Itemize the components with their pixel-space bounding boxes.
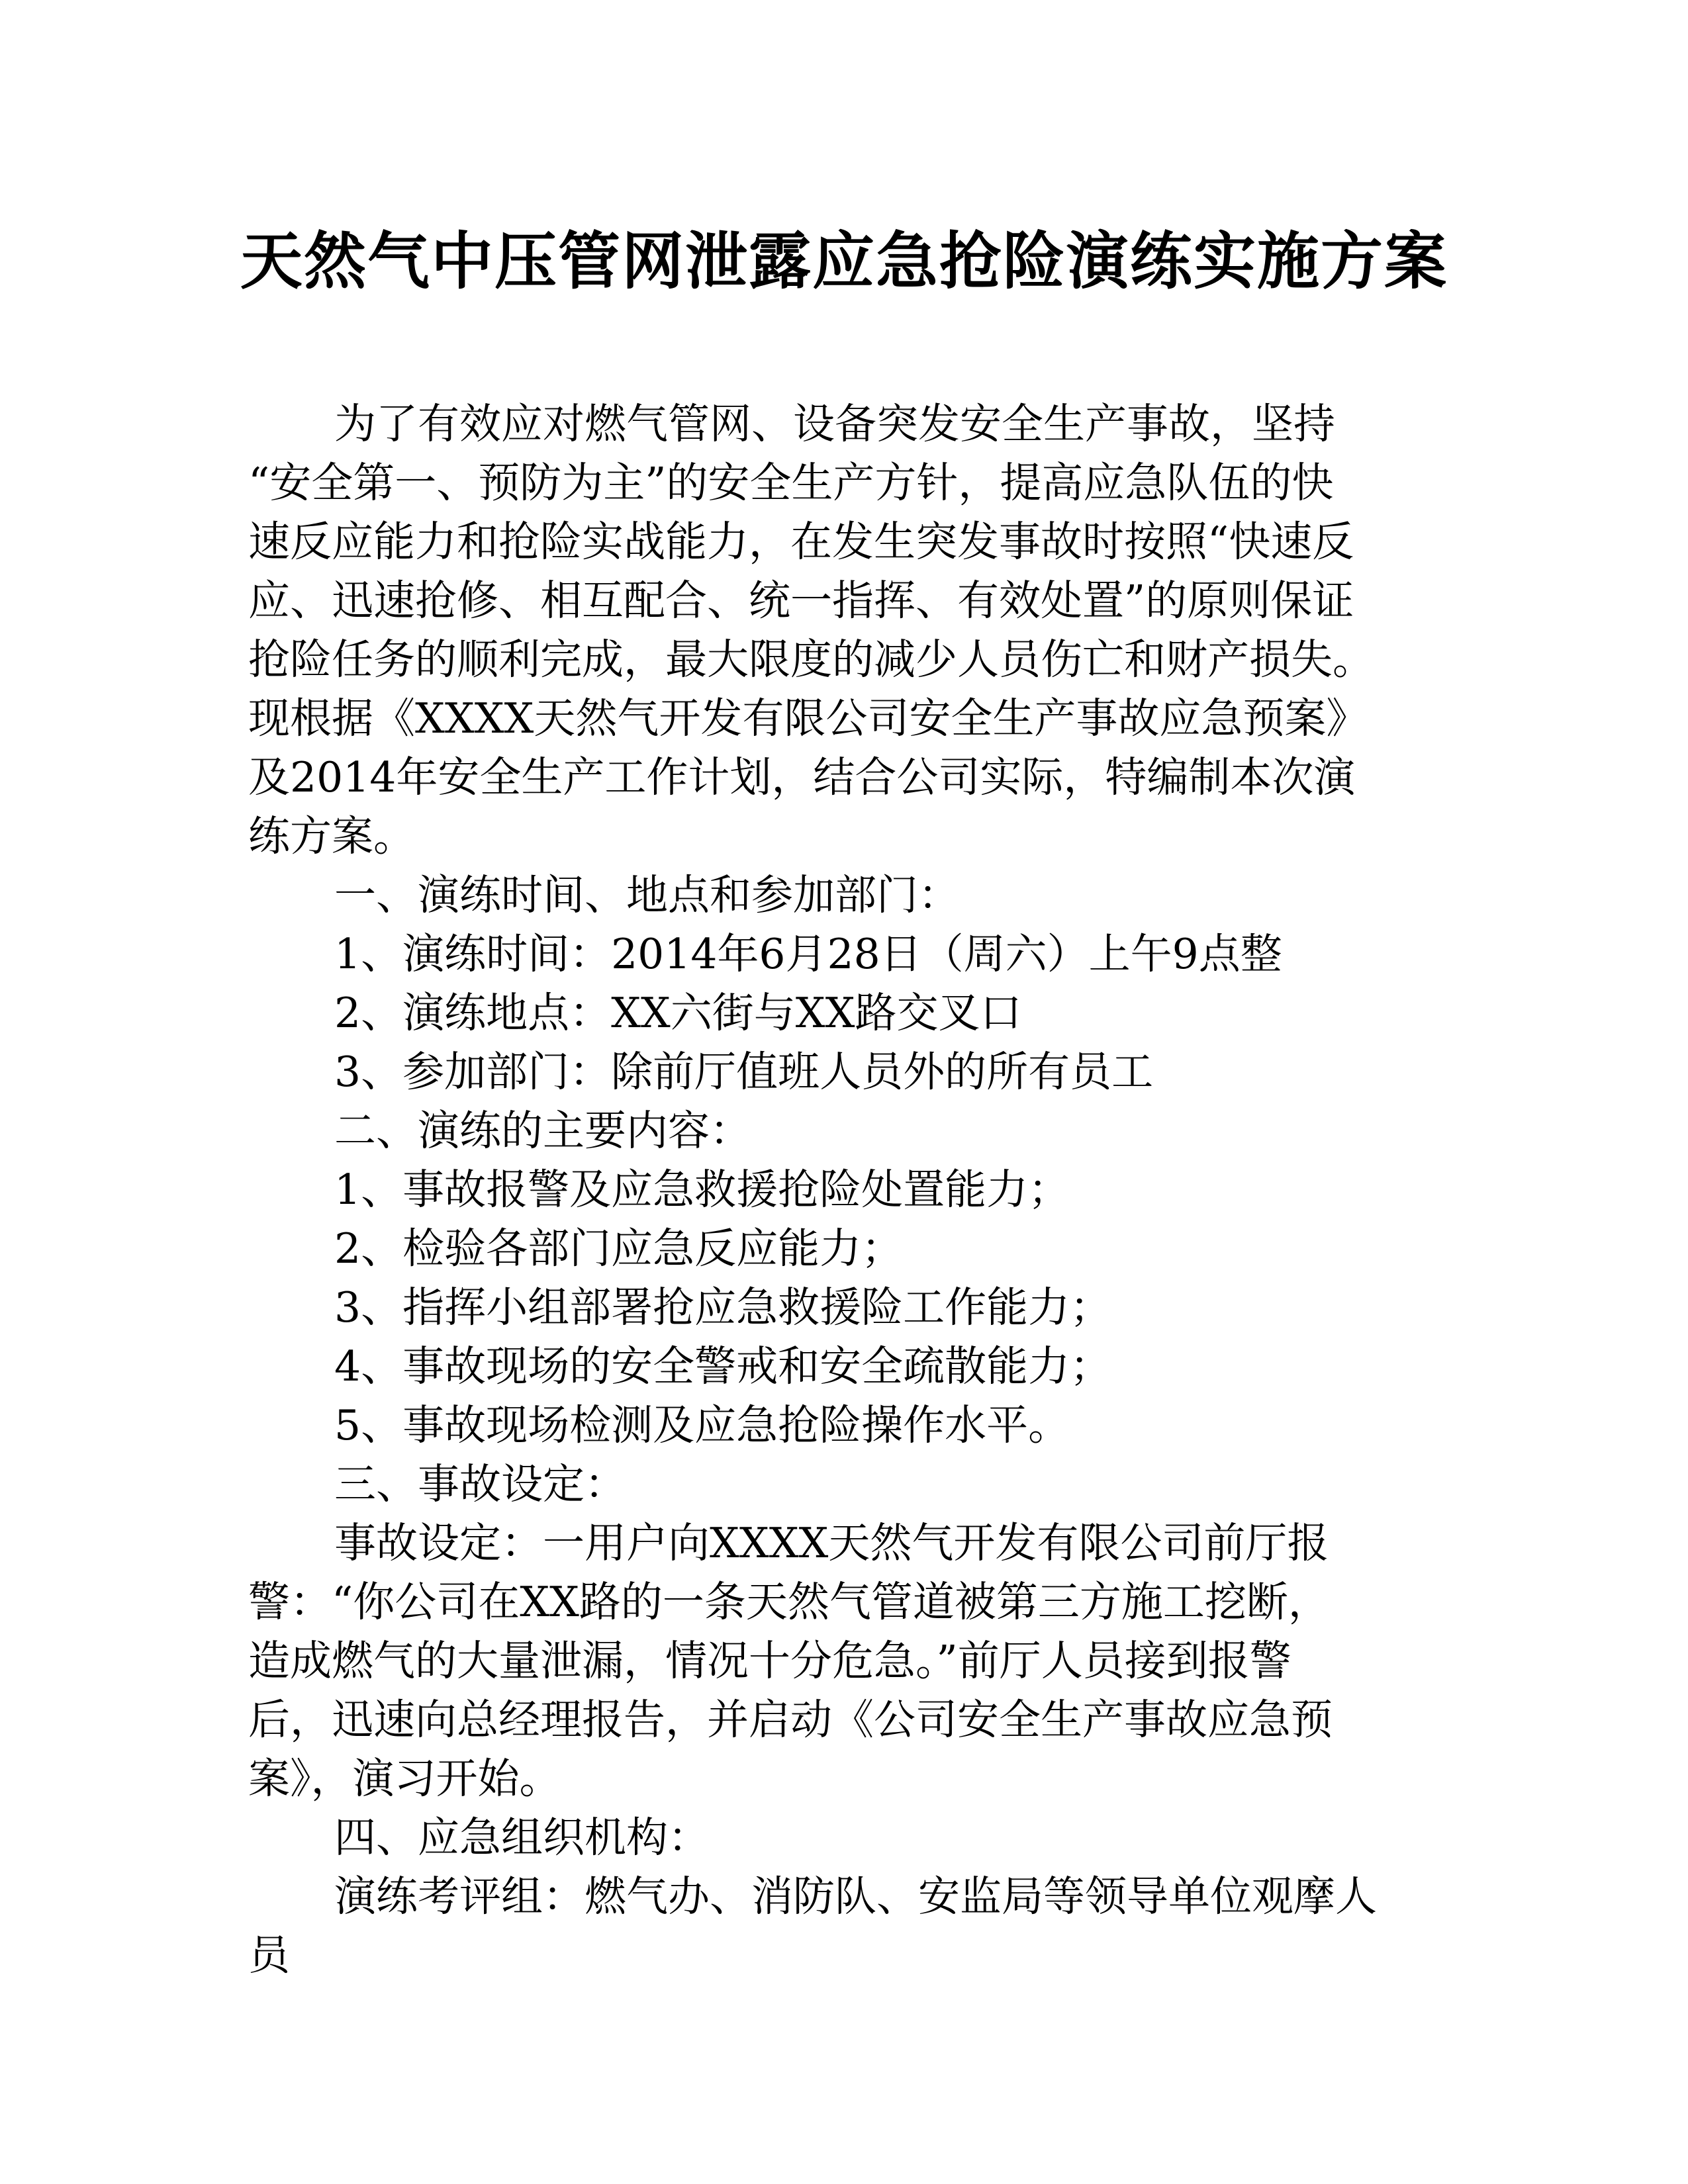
text-line: 1、演练时间：2014年6月28日（周六）上午9点整: [334, 930, 1282, 978]
text-line: 应、迅速抢修、相互配合、统一指挥、有效处置”的原则保证: [248, 576, 1354, 625]
text-line: 5、事故现场检测及应急抢险操作水平。: [334, 1401, 1070, 1449]
text-line: 二、演练的主要内容：: [334, 1107, 751, 1155]
text-line: 及2014年安全生产工作计划，结合公司实际，特编制本次演: [248, 753, 1356, 801]
text-line: 2、检验各部门应急反应能力；: [334, 1224, 904, 1273]
text-line: 演练考评组：燃气办、消防队、安监局等领导单位观摩人: [334, 1872, 1377, 1921]
text-line: 事故设定：一用户向XXXX天然气开发有限公司前厅报: [334, 1519, 1329, 1567]
text-line: 速反应能力和抢险实战能力，在发生突发事故时按照“快速反: [248, 518, 1354, 566]
text-line: 员: [248, 1931, 290, 1979]
document-title: 天然气中压管网泄露应急抢险演练实施方案: [240, 225, 1448, 298]
text-line: 1、事故报警及应急救援抢险处置能力；: [334, 1165, 1070, 1214]
text-line: 抢险任务的顺利完成，最大限度的减少人员伤亡和财产损失。: [248, 635, 1374, 684]
text-line: 3、指挥小组部署抢应急救援险工作能力；: [334, 1283, 1112, 1332]
text-line: 2、演练地点：XX六街与XX路交叉口: [334, 989, 1022, 1037]
text-line: 造成燃气的大量泄漏，情况十分危急。”前厅人员接到报警: [248, 1637, 1291, 1685]
document-body: [248, 394, 1446, 1985]
text-line: 4、事故现场的安全警戒和安全疏散能力；: [334, 1342, 1112, 1390]
text-line: “安全第一、预防为主”的安全生产方针，提高应急队伍的快: [248, 459, 1334, 507]
text-line: 四、应急组织机构：: [334, 1813, 710, 1862]
text-line: 为了有效应对燃气管网、设备突发安全生产事故，坚持: [334, 400, 1335, 448]
text-line: 警：“你公司在XX路的一条天然气管道被第三方施工挖断，: [248, 1578, 1330, 1626]
text-line: 后，迅速向总经理报告，并启动《公司安全生产事故应急预: [248, 1696, 1333, 1744]
text-line: 三、事故设定：: [334, 1460, 626, 1508]
text-line: 一、演练时间、地点和参加部门：: [334, 871, 960, 919]
text-line: 案》，演习开始。: [248, 1754, 561, 1803]
text-line: 3、参加部门：除前厅值班人员外的所有员工: [334, 1048, 1154, 1096]
text-line: 练方案。: [248, 812, 415, 860]
text-line: 现根据《XXXX天然气开发有限公司安全生产事故应急预案》: [248, 694, 1368, 743]
